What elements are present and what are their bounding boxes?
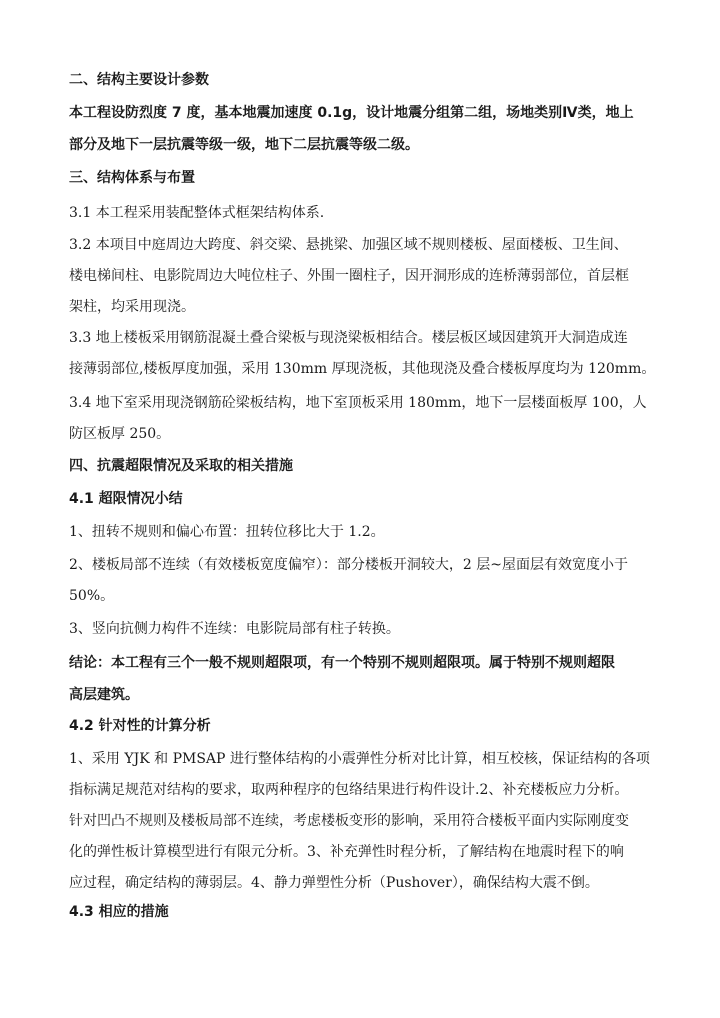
irregularity-item-1: 1、扭转不规则和偏心布置：扭转位移比大于 1.2。 [69, 524, 385, 540]
seismic-parameters-paragraph [69, 97, 659, 161]
section-heading-3: 三、结构体系与布置 [69, 170, 195, 186]
text-line: 3.4 地下室采用现浇钢筋砼梁板结构，地下室顶板采用 180mm，地下一层楼面板厚 100，人 [69, 395, 647, 411]
text-line: 针对凹凸不规则及楼板局部不连续，考虑楼板变形的影响，采用符合楼板平面内实际刚度变 [69, 813, 629, 829]
text-line: 应过程，确定结构的薄弱层。4、静力弹塑性分析（Pushover），确保结构大震不倒。 [69, 875, 599, 891]
paragraph-3-2 [69, 230, 659, 323]
section-heading-2: 二、结构主要设计参数 [69, 72, 209, 88]
text-line: 高层建筑。 [69, 687, 139, 703]
text-line: 部分及地下一层抗震等级一级，地下二层抗震等级二级。 [69, 137, 419, 153]
text-line: 指标满足规范对结构的要求，取两种程序的包络结果进行构件设计.2、补充楼板应力分析。 [69, 782, 629, 798]
irregularity-item-3: 3、竖向抗侧力构件不连续：电影院局部有柱子转换。 [69, 621, 400, 637]
conclusion-paragraph [69, 647, 659, 711]
text-line: 本工程设防烈度 7 度，基本地震加速度 0.1g，设计地震分组第二组，场地类别Ⅳ类，地上 [69, 105, 634, 121]
text-line: 化的弹性板计算模型进行有限元分析。3、补充弹性时程分析，了解结构在地震时程下的响 [69, 844, 624, 860]
analysis-paragraph [69, 744, 659, 899]
paragraph-3-1: 3.1 本工程采用装配整体式框架结构体系. [69, 205, 325, 221]
text-line: 接薄弱部位,楼板厚度加强，采用 130mm 厚现浇板，其他现浇及叠合楼板厚度均为 120mm。 [69, 361, 656, 377]
text-line: 1、采用 YJK 和 PMSAP 进行整体结构的小震弹性分析对比计算，相互校核，保证结构的各项 [69, 751, 650, 767]
text-line: 架柱，均采用现浇。 [69, 299, 195, 315]
text-line: 2、楼板局部不连续（有效楼板宽度偏窄）：部分楼板开洞较大，2 层~屋面层有效宽度小于 [69, 557, 628, 573]
text-line: 防区板厚 250。 [69, 426, 171, 442]
paragraph-3-3 [69, 323, 659, 385]
text-line: 3.3 地上楼板采用钢筋混凝土叠合梁板与现浇梁板相结合。楼层板区域因建筑开大洞造成连 [69, 330, 628, 346]
text-line: 楼电梯间柱、电影院周边大吨位柱子、外围一圈柱子，因开洞形成的连桥薄弱部位，首层框 [69, 268, 629, 284]
text-line: 3.2 本项目中庭周边大跨度、斜交梁、悬挑梁、加强区域不规则楼板、屋面楼板、卫生间、 [69, 237, 628, 253]
subsection-heading-4-3: 4.3 相应的措施 [69, 904, 169, 920]
text-line: 结论：本工程有三个一般不规则超限项，有一个特别不规则超限项。属于特别不规则超限 [69, 655, 615, 671]
text-line: 50%。 [69, 588, 115, 604]
irregularity-item-2 [69, 550, 659, 612]
subsection-heading-4-2: 4.2 针对性的计算分析 [69, 718, 211, 734]
section-heading-4: 四、抗震超限情况及采取的相关措施 [69, 458, 293, 474]
paragraph-3-4 [69, 388, 659, 450]
subsection-heading-4-1: 4.1 超限情况小结 [69, 491, 183, 507]
